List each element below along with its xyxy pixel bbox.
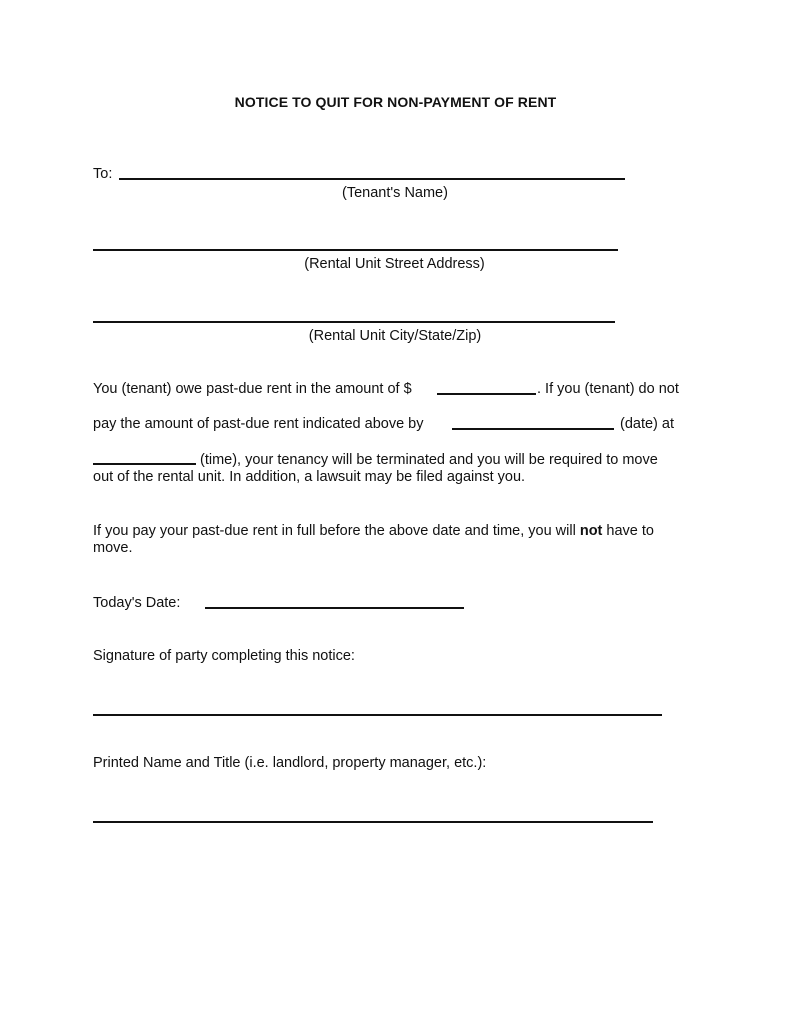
due-time-line[interactable] bbox=[93, 463, 196, 465]
city-state-zip-caption: (Rental Unit City/State/Zip) bbox=[308, 328, 482, 344]
termination-text: (time), your tenancy will be terminated and you will be required to move bbox=[200, 452, 658, 468]
street-address-caption: (Rental Unit Street Address) bbox=[304, 256, 485, 272]
emphasis-not: not bbox=[579, 523, 603, 539]
due-date-label: (date) at bbox=[620, 416, 674, 432]
signature-line[interactable] bbox=[93, 714, 662, 716]
pay-in-full-text-start: If you pay your past-due rent in full before the above date and time, you will bbox=[93, 523, 576, 539]
city-state-zip-line[interactable] bbox=[93, 321, 615, 323]
lawsuit-text: out of the rental unit. In addition, a lawsuit may be filed against you. bbox=[93, 469, 526, 485]
signature-label: Signature of party completing this notice: bbox=[93, 648, 355, 664]
rent-amount-text: You (tenant) owe past-due rent in the amount of $ bbox=[93, 381, 412, 397]
due-date-text: pay the amount of past-due rent indicated above by bbox=[93, 416, 424, 432]
tenant-name-line[interactable] bbox=[119, 178, 625, 180]
pay-in-full-text bbox=[93, 523, 654, 540]
rent-amount-text-end: . If you (tenant) do not bbox=[537, 381, 679, 397]
printed-name-line[interactable] bbox=[93, 821, 653, 823]
tenant-name-caption: (Tenant's Name) bbox=[342, 185, 448, 201]
printed-name-label: Printed Name and Title (i.e. landlord, property manager, etc.): bbox=[93, 755, 487, 771]
document-title: NOTICE TO QUIT FOR NON-PAYMENT OF RENT bbox=[234, 94, 557, 110]
to-label: To: bbox=[93, 166, 113, 182]
rent-amount-line[interactable] bbox=[437, 393, 536, 395]
street-address-line[interactable] bbox=[93, 249, 618, 251]
todays-date-label: Today's Date: bbox=[93, 595, 181, 611]
pay-in-full-text-end: have to bbox=[606, 523, 654, 539]
due-date-line[interactable] bbox=[452, 428, 614, 430]
move-text: move. bbox=[93, 540, 133, 556]
todays-date-line[interactable] bbox=[205, 607, 464, 609]
